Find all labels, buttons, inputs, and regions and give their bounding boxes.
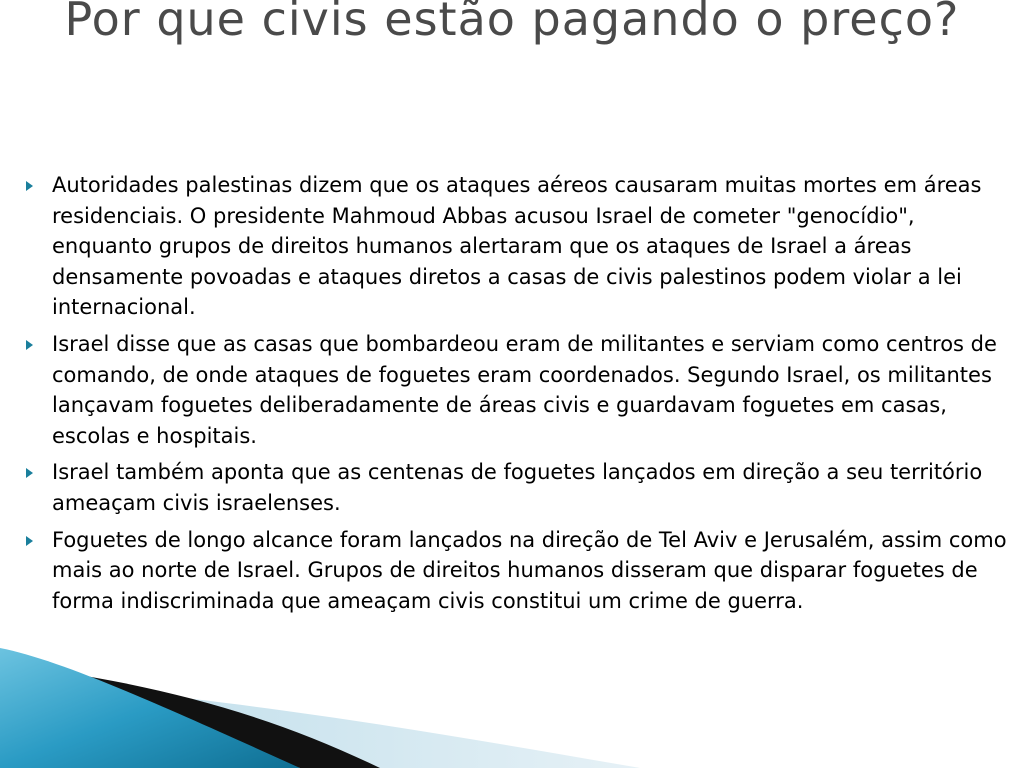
bullet-item [24,525,1020,617]
bullet-item [24,170,1020,323]
bullet-text: Israel também aponta que as centenas de foguetes lançados em direção a seu território ameaçam civis israelenses. [52,460,983,515]
decorative-wave-graphic [0,640,1024,768]
triangle-bullet-icon [26,181,33,191]
triangle-bullet-icon [26,340,33,350]
bullet-item [24,329,1020,451]
bullet-text: Foguetes de longo alcance foram lançados na direção de Tel Aviv e Jerusalém, assim como mais ao norte de Israel. Grupos de direitos humanos disseram que disparar foguetes de forma indiscriminada que ameaçam civis constitui um crime de guerra. [52,527,1007,613]
bullet-text: Israel disse que as casas que bombardeou eram de militantes e serviam como centros de comando, de onde ataques de foguetes eram coordenados. Segundo Israel, os militantes lançavam foguetes deliberadamente de áreas civis e guardavam foguetes em casas, escolas e hospitais. [52,331,997,448]
triangle-bullet-icon [26,536,33,546]
slide-title: Por que civis estão pagando o preço? [64,0,960,46]
bullet-item [24,457,1020,518]
bullet-list [24,170,1020,622]
bullet-text: Autoridades palestinas dizem que os ataques aéreos causaram muitas mortes em áreas residenciais. O presidente Mahmoud Abbas acusou Israel de cometer "genocídio", enquanto grupos de direitos humanos alertaram que os ataques de Israel a áreas densamente povoadas e ataques diretos a casas de civis palestinos podem violar a lei internacional. [52,173,982,320]
triangle-bullet-icon [26,468,33,478]
